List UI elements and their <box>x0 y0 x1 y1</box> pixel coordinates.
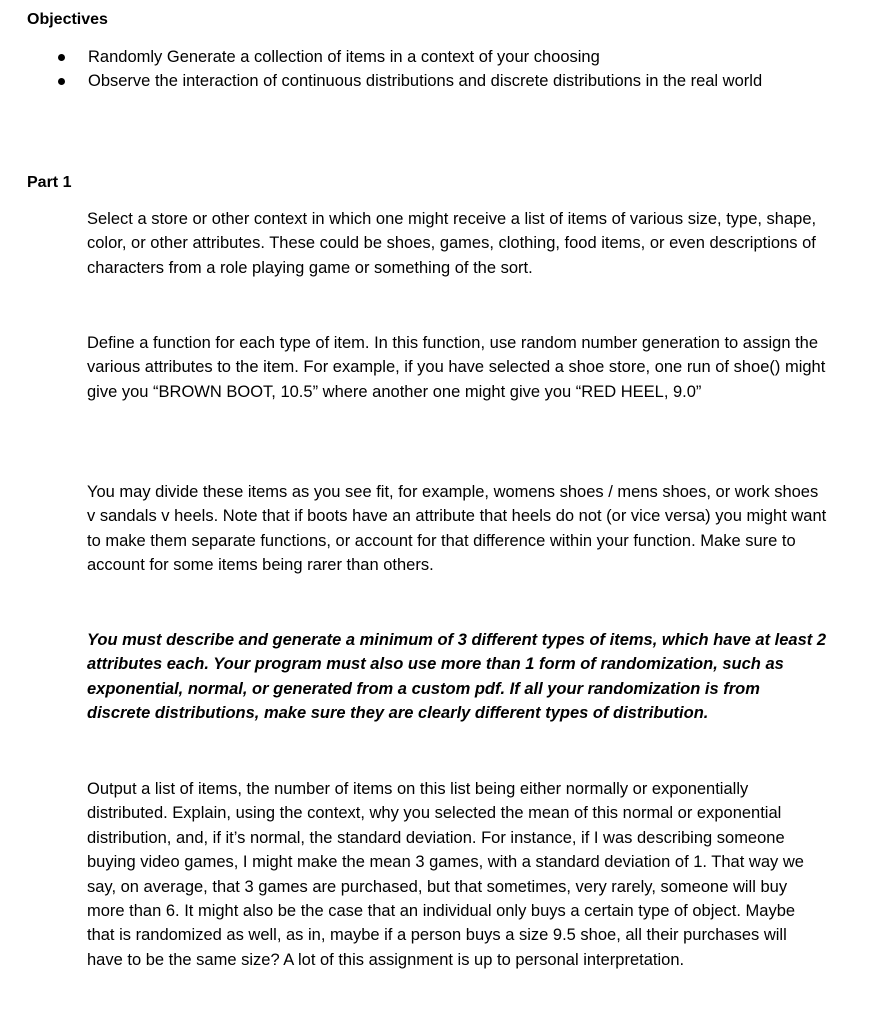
part1-heading: Part 1 <box>27 174 72 191</box>
objective-text: Observe the interaction of continuous distributions and discrete distributions in the real world <box>88 72 763 91</box>
paragraph-divide: You may divide these items as you see fit, for example, womens shoes / mens shoes, or work shoes v sandals v heels. Note that if boots have an attribute that heels do not (or vice versa) you might want to make them separate functions, or account for that difference within your function. Make sure to account for some items being rarer than others. <box>87 483 827 575</box>
bullet-icon <box>58 78 65 85</box>
list-item <box>54 45 762 69</box>
paragraph-context: Select a store or other context in which one might receive a list of items of various size, type, shape, color, or other attributes. These could be shoes, games, clothing, food items, or even descriptions of characters from a role playing game or something of the sort. <box>87 210 817 277</box>
list-item <box>54 69 762 93</box>
bullet-icon <box>58 54 65 61</box>
paragraph-requirements: You must describe and generate a minimum of 3 different types of items, which have at least 2 attributes each. Your program must also use more than 1 form of randomization, such as exponential, normal, or generated from a custom pdf. If all your randomization is from discrete distributions, make sure they are clearly different types of distribution. <box>87 631 827 723</box>
objectives-heading: Objectives <box>27 11 108 28</box>
objective-text: Randomly Generate a collection of items in a context of your choosing <box>88 48 600 66</box>
paragraph-output: Output a list of items, the number of items on this list being either normally or exponentially distributed. Explain, using the context, why you selected the mean of this normal or exponential distribution, and, if it’s normal, the standard deviation. For instance, if I was describing someone buying video games, I might make the mean 3 games, with a standard deviation of 1. That way we say, on average, that 3 games are purchased, but that sometimes, very rarely, someone will buy more than 6. It might also be the case that an individual only buys a certain type of object. Maybe that is randomized as well, as in, maybe if a person buys a size 9.5 shoe, all their purchases will have to be the same size? A lot of this assignment is up to personal interpretation. <box>87 780 804 969</box>
objectives-list <box>54 45 762 94</box>
paragraph-function: Define a function for each type of item. In this function, use random number generation to assign the various attributes to the item. For example, if you have selected a shoe store, one run of shoe() might give you “BROWN BOOT, 10.5” where another one might give you “RED HEEL, 9.0” <box>87 334 826 401</box>
